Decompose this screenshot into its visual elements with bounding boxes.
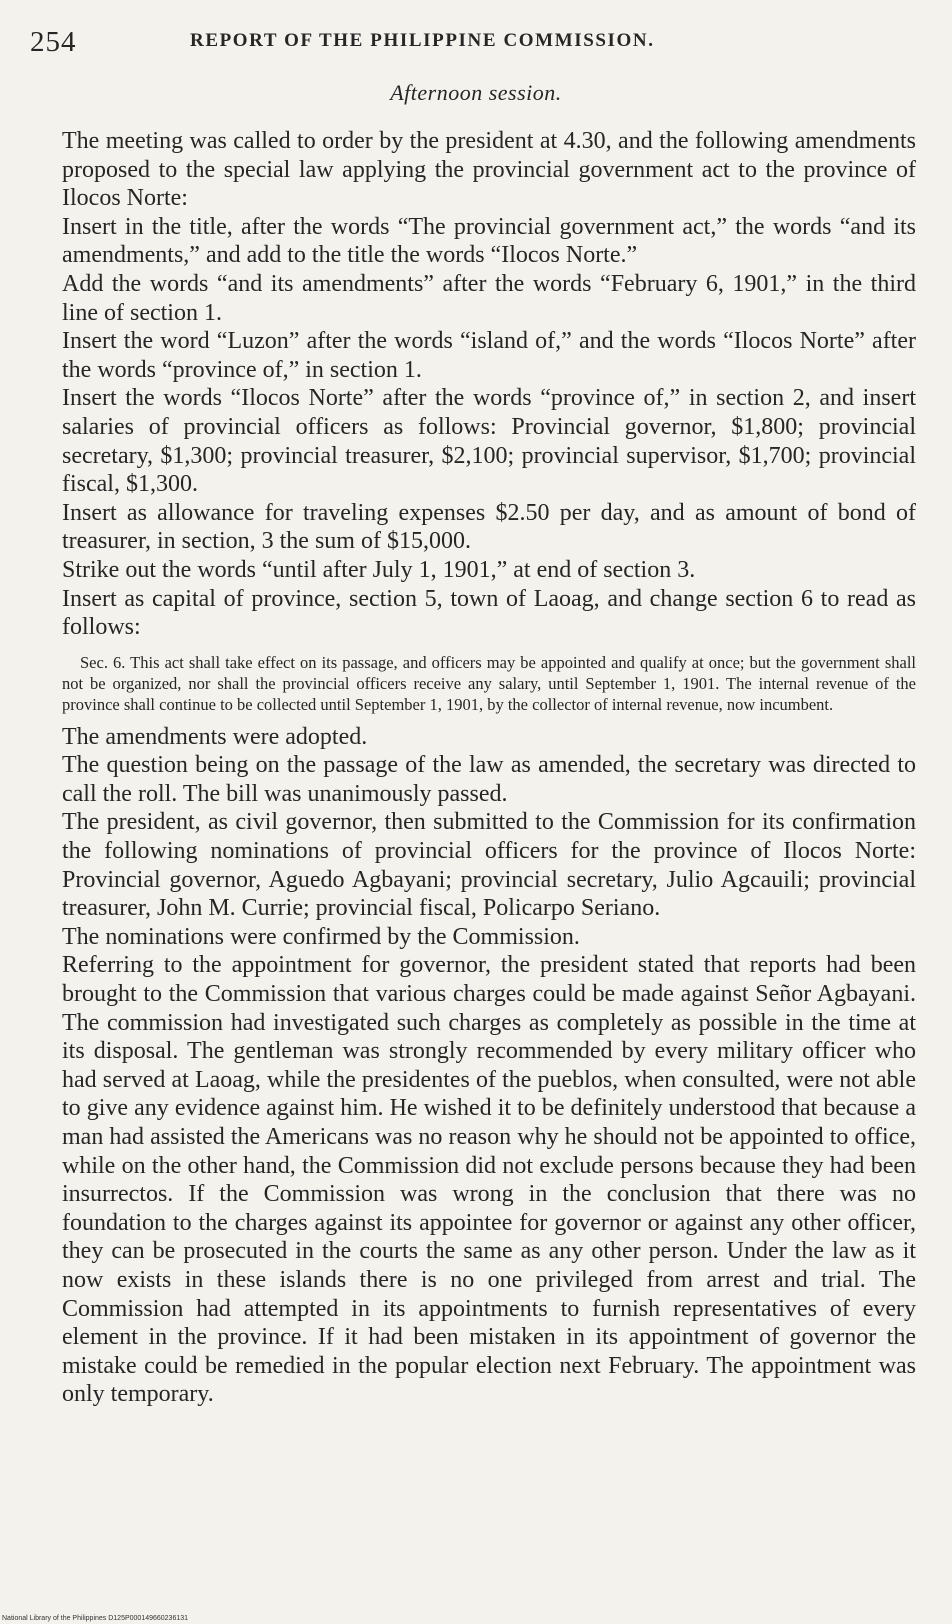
paragraph: Strike out the words “until after July 1, 1901,” at end of section 3.: [62, 556, 696, 583]
paragraph: The nominations were confirmed by the Commission.: [62, 923, 580, 950]
paragraph: The amendments were adopted.: [62, 723, 368, 750]
paragraph: Insert the words “Ilocos Norte” after the words “province of,” in section 2, and insert salaries of provincial officers as follows: Provincial governor, $1,800; provincial secretary, $1,300; provincial treasurer, $2,100; provincial supervisor, $1,700; provincial fiscal, $1,300.: [62, 385, 916, 498]
quoted-section: Sec. 6. This act shall take effect on its passage, and officers may be appointed and qualify at once; but the government shall not be organized, nor shall the provincial officers receive any salary, until September 1, 1901. The internal revenue of the province shall continue to be collected until September 1, 1901, by the collector of internal revenue, now incumbent.: [62, 652, 916, 714]
paragraph: Insert as allowance for traveling expenses $2.50 per day, and as amount of bond of treasurer, in section, 3 the sum of $15,000.: [62, 499, 916, 555]
paragraph: Add the words “and its amendments” after the words “February 6, 1901,” in the third line of section 1.: [62, 270, 916, 326]
page-header: [30, 26, 912, 66]
paragraph: The question being on the passage of the law as amended, the secretary was directed to call the roll. The bill was unanimously passed.: [62, 752, 916, 807]
paragraph: Insert the word “Luzon” after the words “island of,” and the words “Ilocos Norte” after the words “province of,” in section 1.: [62, 328, 916, 383]
page-number: 254: [30, 26, 77, 58]
paragraph: Insert in the title, after the words “The provincial government act,” the words “and its amendments,” and add to the title the words “Ilocos Norte.”: [62, 213, 916, 269]
session-title: Afternoon session.: [390, 80, 562, 105]
running-head: REPORT OF THE PHILIPPINE COMMISSION.: [190, 30, 655, 51]
paragraph: Referring to the appointment for governor, the president stated that reports had been brought to the Commission that various charges could be made against Señor Agbayani. The commission had investigated such charges as completely as possible in the time at its disposal. The gentleman was strongly recommended by every military officer who had served at Laoag, while the presidentes of the pueblos, when consulted, were not able to give any evidence against him. He wished it to be definitely understood that because a man had assisted the Americans was no reason why he should not be appointed to office, while on the other hand, the Commission did not exclude persons because they had been insurrectos. If the Commission was wrong in the conclusion that there was no foundation to the charges against its appointee for governor or against any other officer, they can be prosecuted in the courts the same as any other person. Under the law as it now exists in these islands there is no one privileged from arrest and trial. The Commission had attempted in its appointments to furnish representatives of every element in the province. If it had been mistaken in its appointment of governor the mistake could be remedied in the popular election next February. The appointment was only temporary.: [62, 952, 916, 1408]
body-text: [62, 127, 916, 1409]
paragraph: The meeting was called to order by the president at 4.30, and the following amendments proposed to the special law applying the provincial government act to the province of Ilocos Norte:: [62, 128, 916, 212]
paragraph: Insert as capital of province, section 5, town of Laoag, and change section 6 to read as follows:: [62, 585, 916, 641]
paragraph: The president, as civil governor, then submitted to the Commission for its confirmation the following nominations of provincial officers for the province of Ilocos Norte: Provincial governor, Aguedo Agbayani; provincial secretary, Julio Agcauili; provincial treasurer, John M. Currie; provincial fiscal, Policarpo Seriano.: [62, 809, 916, 922]
archive-stamp: National Library of the Philippines D125P000149660236131: [2, 1615, 189, 1622]
